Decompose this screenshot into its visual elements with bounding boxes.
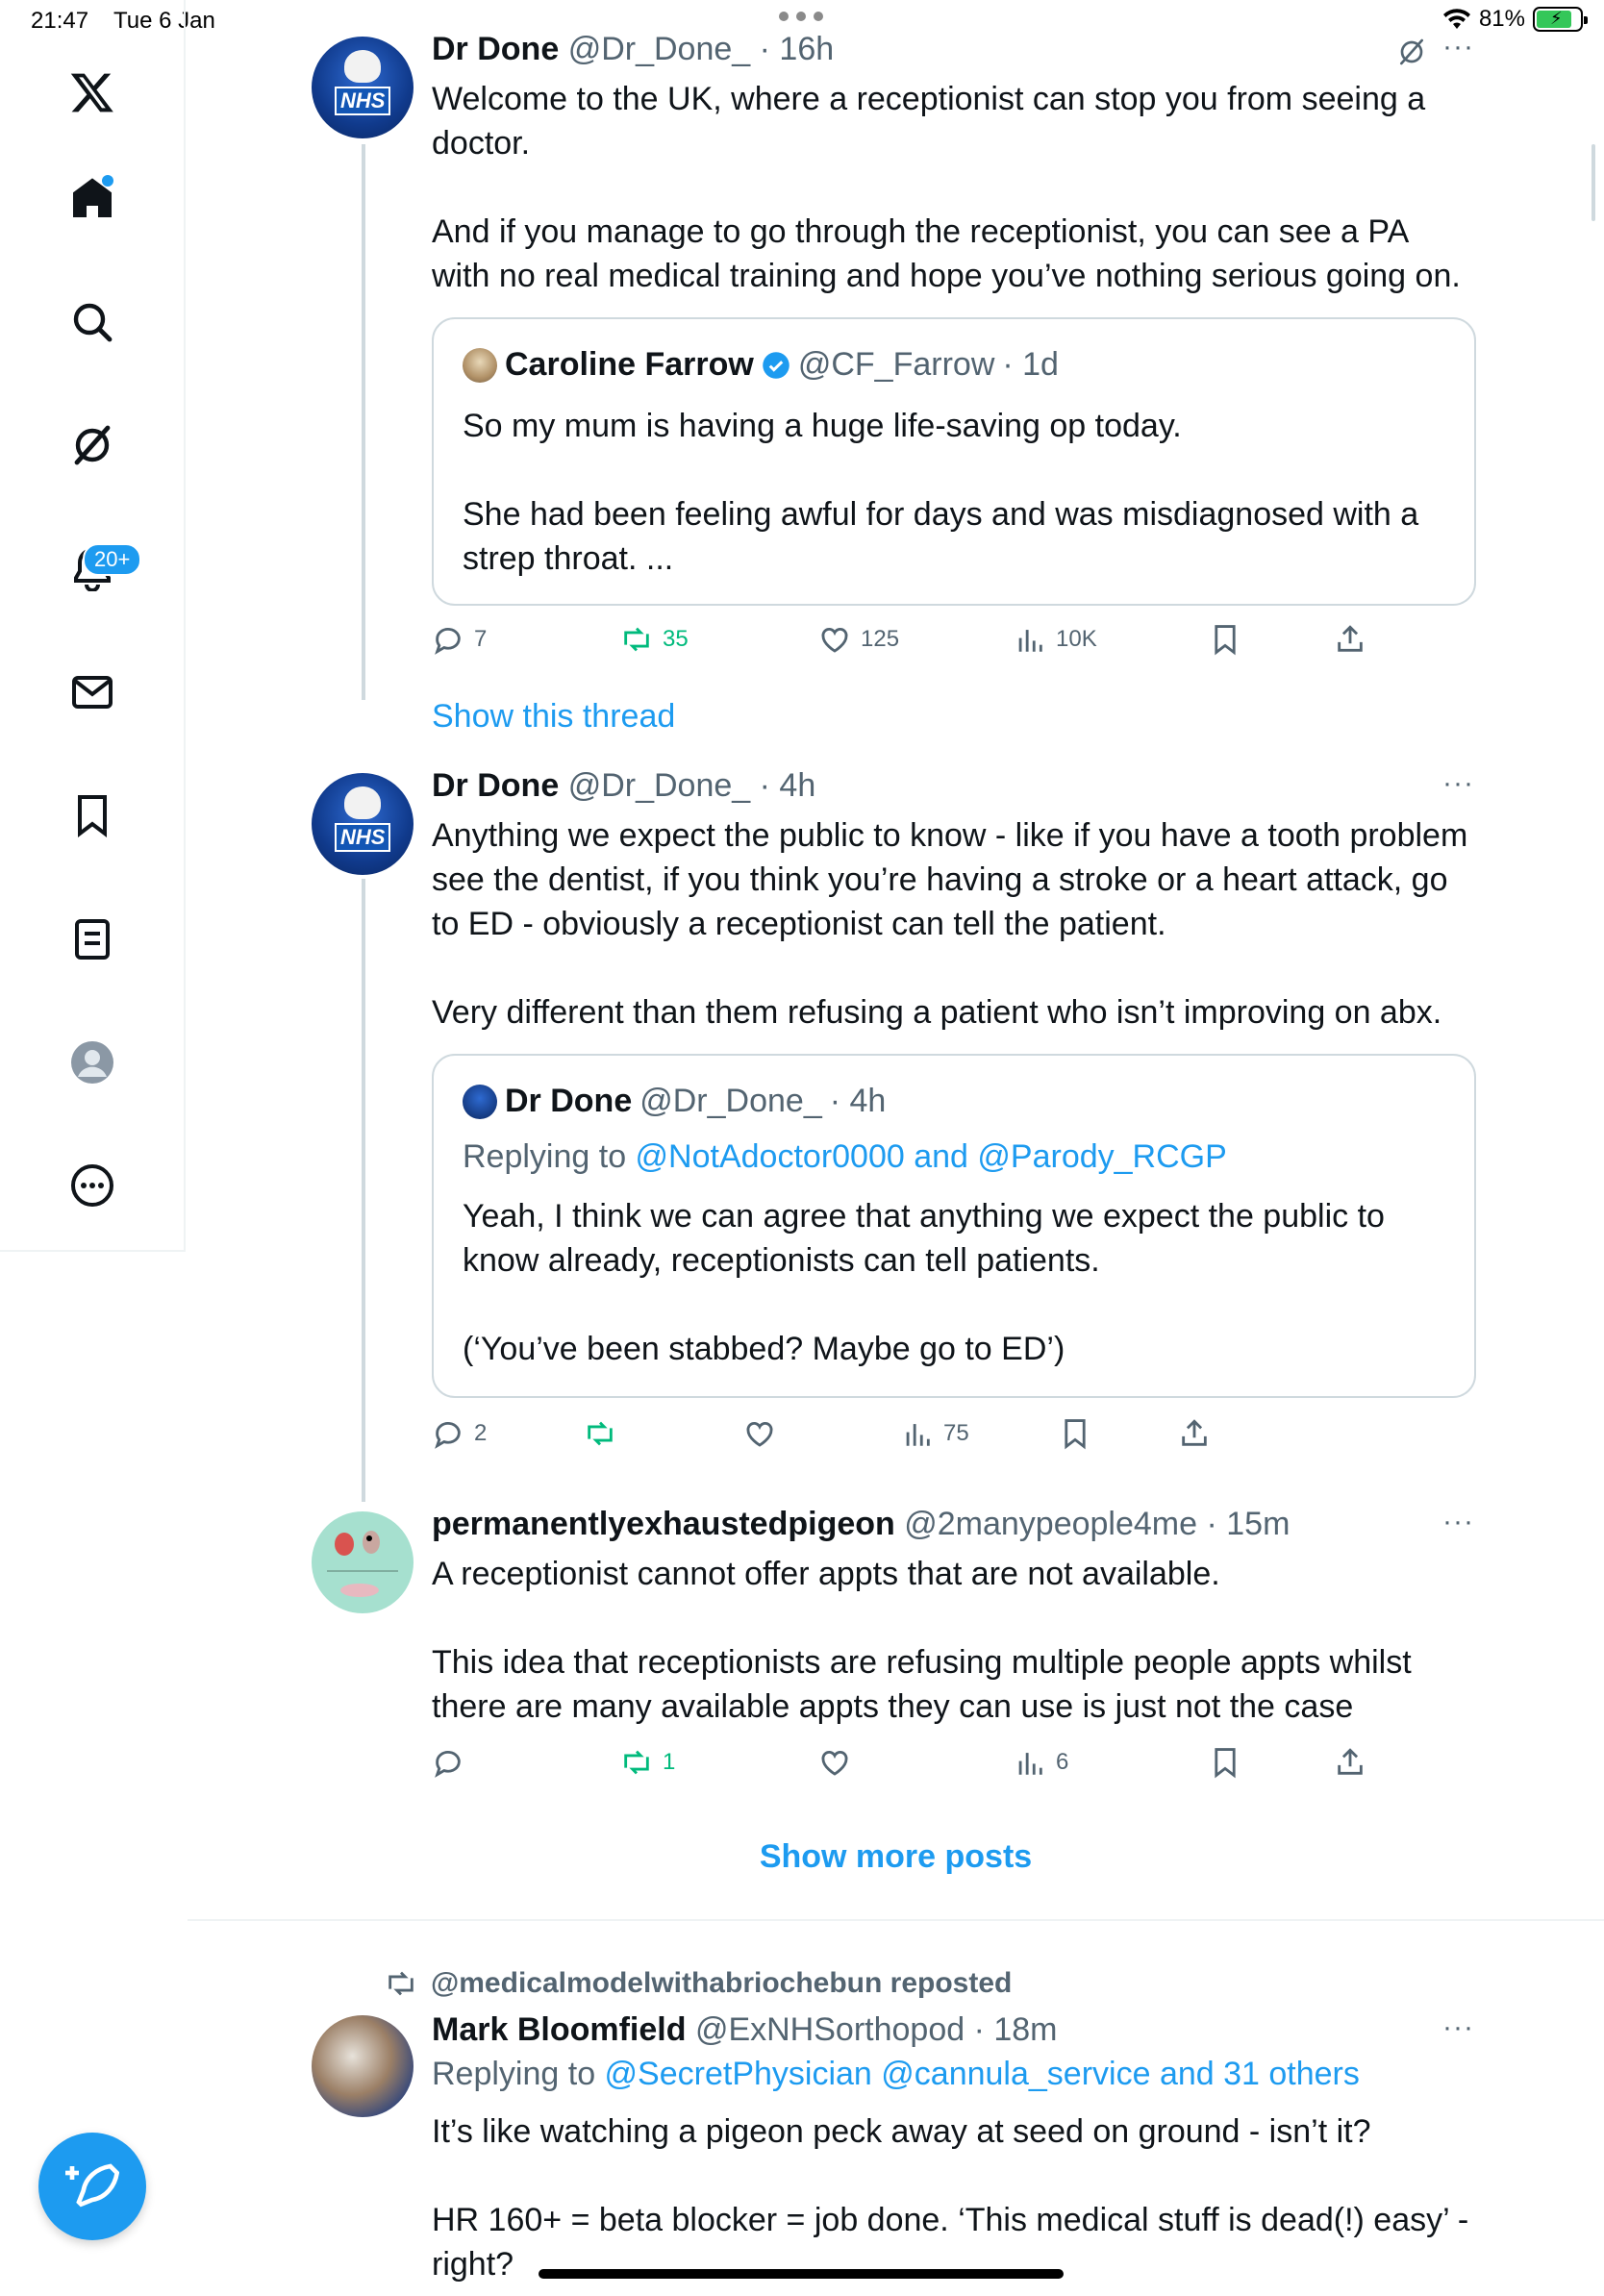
quote-display-name: Caroline Farrow [505, 346, 754, 383]
x-logo-icon[interactable] [63, 63, 121, 121]
like-button[interactable] [743, 1417, 786, 1450]
battery-percent: 81% [1478, 6, 1525, 32]
like-count: 125 [861, 626, 900, 652]
repost-button[interactable] [584, 1417, 626, 1450]
reply-count: 2 [474, 1420, 488, 1446]
profile-avatar-icon[interactable] [63, 1034, 121, 1091]
avatar[interactable] [312, 2015, 414, 2117]
notifications-badge: 20+ [83, 543, 141, 576]
view-count: 10K [1056, 626, 1097, 652]
views-button[interactable] [1014, 1746, 1068, 1779]
status-right [1442, 6, 1583, 33]
divider [188, 1919, 1604, 1921]
tweet-text: Welcome to the UK, where a receptionist can stop you from seeing a doctor. And if you manage to go through the receptionist, you can see a PA with no real medical training and hope you’ve nothing serious going on. [432, 81, 1461, 294]
reply-icon [432, 1746, 464, 1779]
view-count: 6 [1056, 1749, 1069, 1775]
show-more-posts-button[interactable]: Show more posts [759, 1838, 1033, 1875]
tweet-text: Anything we expect the public to know - like if you have a tooth problem see the dentist, if you think you’re having a stroke or a heart attack, go to ED - obviously a receptionist can tell the patient. Very different than them refusing a patient who isn’t improving on abx. [432, 817, 1468, 1031]
bookmark-button[interactable] [1059, 1417, 1091, 1450]
quote-handle: @Dr_Done_ [639, 1083, 822, 1119]
repost-count: 35 [663, 626, 689, 652]
home-unread-dot [102, 175, 113, 187]
skull-graphic [344, 50, 381, 83]
repost-button[interactable] [620, 1746, 675, 1779]
replying-prefix: Replying to [463, 1138, 636, 1175]
battery-icon [1533, 7, 1583, 32]
status-date: Tue 6 Jan [113, 8, 215, 34]
views-button[interactable] [901, 1417, 969, 1450]
more-options-icon[interactable]: ··· [1442, 767, 1474, 799]
timestamp[interactable]: · 16h [759, 31, 835, 67]
display-name[interactable]: permanentlyexhaustedpigeon [432, 1506, 895, 1542]
left-navigation [0, 0, 186, 1252]
quote-header [463, 1083, 886, 1120]
quote-timestamp: · 4h [829, 1083, 887, 1119]
reply-icon [432, 1417, 464, 1450]
display-name[interactable]: Dr Done [432, 767, 560, 804]
repost-icon [584, 1417, 616, 1450]
pigeon-avatar-art [312, 1511, 414, 1613]
view-count: 75 [943, 1420, 969, 1446]
bookmark-icon [1209, 623, 1241, 656]
reply-count: 7 [474, 626, 488, 652]
user-handle[interactable]: @Dr_Done_ [567, 31, 751, 67]
quote-text: So my mum is having a huge life-saving op today. She had been feeling awful for days and was misdiagnosed with a strep throat. ... [463, 408, 1419, 577]
quote-display-name: Dr Done [505, 1083, 633, 1119]
multitasking-dots-icon[interactable] [779, 12, 823, 21]
views-chart-icon [1014, 1746, 1046, 1779]
reply-button[interactable] [432, 1746, 474, 1779]
status-time: 21:47 [31, 8, 89, 34]
tweet-text: It’s like watching a pigeon peck away at seed on ground - isn’t it? HR 160+ = beta blocker = job done. ‘This medical stuff is dead(!) easy’ - right? [432, 2113, 1469, 2283]
tweet-actions [432, 1417, 1490, 1456]
display-name[interactable]: Dr Done [432, 31, 560, 67]
repost-count: 1 [663, 1749, 676, 1775]
verified-badge-icon [762, 351, 790, 380]
timestamp[interactable]: · 18m [973, 2011, 1058, 2048]
reply-icon [432, 623, 464, 656]
bookmark-icon [1209, 1746, 1241, 1779]
skull-graphic [344, 786, 381, 819]
share-icon [1334, 623, 1366, 656]
display-name[interactable]: Mark Bloomfield [432, 2011, 687, 2048]
share-icon [1178, 1417, 1211, 1450]
user-handle[interactable]: @Dr_Done_ [567, 767, 751, 804]
bookmark-icon [1059, 1417, 1091, 1450]
more-options-icon[interactable]: ··· [1442, 31, 1474, 62]
quote-handle: @CF_Farrow [797, 346, 995, 383]
repost-icon [620, 623, 653, 656]
views-chart-icon [1014, 623, 1046, 656]
nhs-logo: NHS [335, 87, 390, 115]
scrollbar[interactable] [1591, 144, 1595, 221]
like-heart-icon [818, 623, 851, 656]
repost-button[interactable] [620, 623, 689, 656]
bookmark-button[interactable] [1209, 1746, 1241, 1779]
more-options-icon[interactable] [63, 1157, 121, 1214]
grok-icon[interactable] [63, 416, 121, 474]
compose-post-button[interactable] [38, 2133, 146, 2240]
replying-to-handles[interactable]: @SecretPhysician @cannula_service and 31 others [604, 2056, 1360, 2092]
views-chart-icon [901, 1417, 934, 1450]
share-icon [1334, 1746, 1366, 1779]
reply-button[interactable] [432, 623, 487, 656]
lists-icon[interactable] [63, 911, 121, 968]
reply-button[interactable] [432, 1417, 487, 1450]
search-icon[interactable] [63, 293, 121, 351]
avatar[interactable] [312, 773, 414, 875]
tweet-header [432, 31, 834, 68]
user-handle[interactable]: @ExNHSorthopod [694, 2011, 965, 2048]
quote-text: Yeah, I think we can agree that anything we expect the public to know already, receptionists can tell patients. (‘You’ve been stabbed? Maybe go to ED’) [463, 1198, 1385, 1367]
quote-header [463, 346, 1059, 384]
compose-feather-icon [65, 2159, 119, 2213]
tweet-header [432, 767, 815, 805]
quoted-tweet[interactable] [432, 317, 1476, 606]
replying-to-handles[interactable]: @NotAdoctor0000 and @Parody_RCGP [635, 1138, 1227, 1175]
quote-replying-to [463, 1138, 1227, 1176]
like-heart-icon [818, 1746, 851, 1779]
tweet-header [432, 2011, 1058, 2049]
grok-explain-icon[interactable] [1396, 37, 1427, 67]
avatar[interactable] [312, 1511, 414, 1613]
replying-prefix: Replying to [432, 2056, 605, 2092]
bookmark-button[interactable] [1209, 623, 1241, 656]
timestamp[interactable]: · 4h [759, 767, 816, 804]
repost-context [385, 1967, 1012, 2000]
more-options-icon[interactable]: ··· [1442, 1506, 1474, 1537]
avatar[interactable] [312, 37, 414, 138]
quote-avatar [463, 348, 497, 383]
nhs-logo: NHS [335, 823, 390, 852]
home-indicator[interactable] [539, 2269, 1064, 2279]
thread-connector [362, 879, 365, 1502]
messages-icon[interactable] [63, 663, 121, 721]
replying-to [432, 2056, 1360, 2093]
bookmarks-icon[interactable] [63, 786, 121, 844]
share-button[interactable] [1178, 1417, 1211, 1450]
wifi-icon [1442, 8, 1471, 31]
repost-icon [620, 1746, 653, 1779]
views-button[interactable] [1014, 623, 1097, 656]
like-button[interactable] [818, 623, 899, 656]
tweet-actions [432, 1746, 1490, 1784]
charging-bolt-icon: ⚡ [1550, 9, 1563, 28]
share-button[interactable] [1334, 623, 1366, 656]
tweet-header [432, 1506, 1290, 1543]
quoted-tweet[interactable] [432, 1054, 1476, 1398]
like-button[interactable] [818, 1746, 861, 1779]
timestamp[interactable]: · 15m [1206, 1506, 1291, 1542]
like-heart-icon [743, 1417, 776, 1450]
reposted-by[interactable]: @medicalmodelwithabriochebun reposted [431, 1967, 1013, 1999]
tweet-actions [432, 623, 1490, 661]
repost-icon [385, 1967, 417, 2000]
tweet-text: A receptionist cannot offer appts that are not available. This idea that receptionists are refusing multiple people appts whilst there are many available appts they can use is just not the case [432, 1556, 1412, 1725]
quote-timestamp: · 1d [1002, 346, 1059, 383]
share-button[interactable] [1334, 1746, 1366, 1779]
user-handle[interactable]: @2manypeople4me [904, 1506, 1198, 1542]
quote-avatar [463, 1085, 497, 1119]
thread-connector [362, 144, 365, 700]
show-thread-link[interactable]: Show this thread [432, 698, 676, 735]
more-options-icon[interactable]: ··· [1442, 2011, 1474, 2043]
